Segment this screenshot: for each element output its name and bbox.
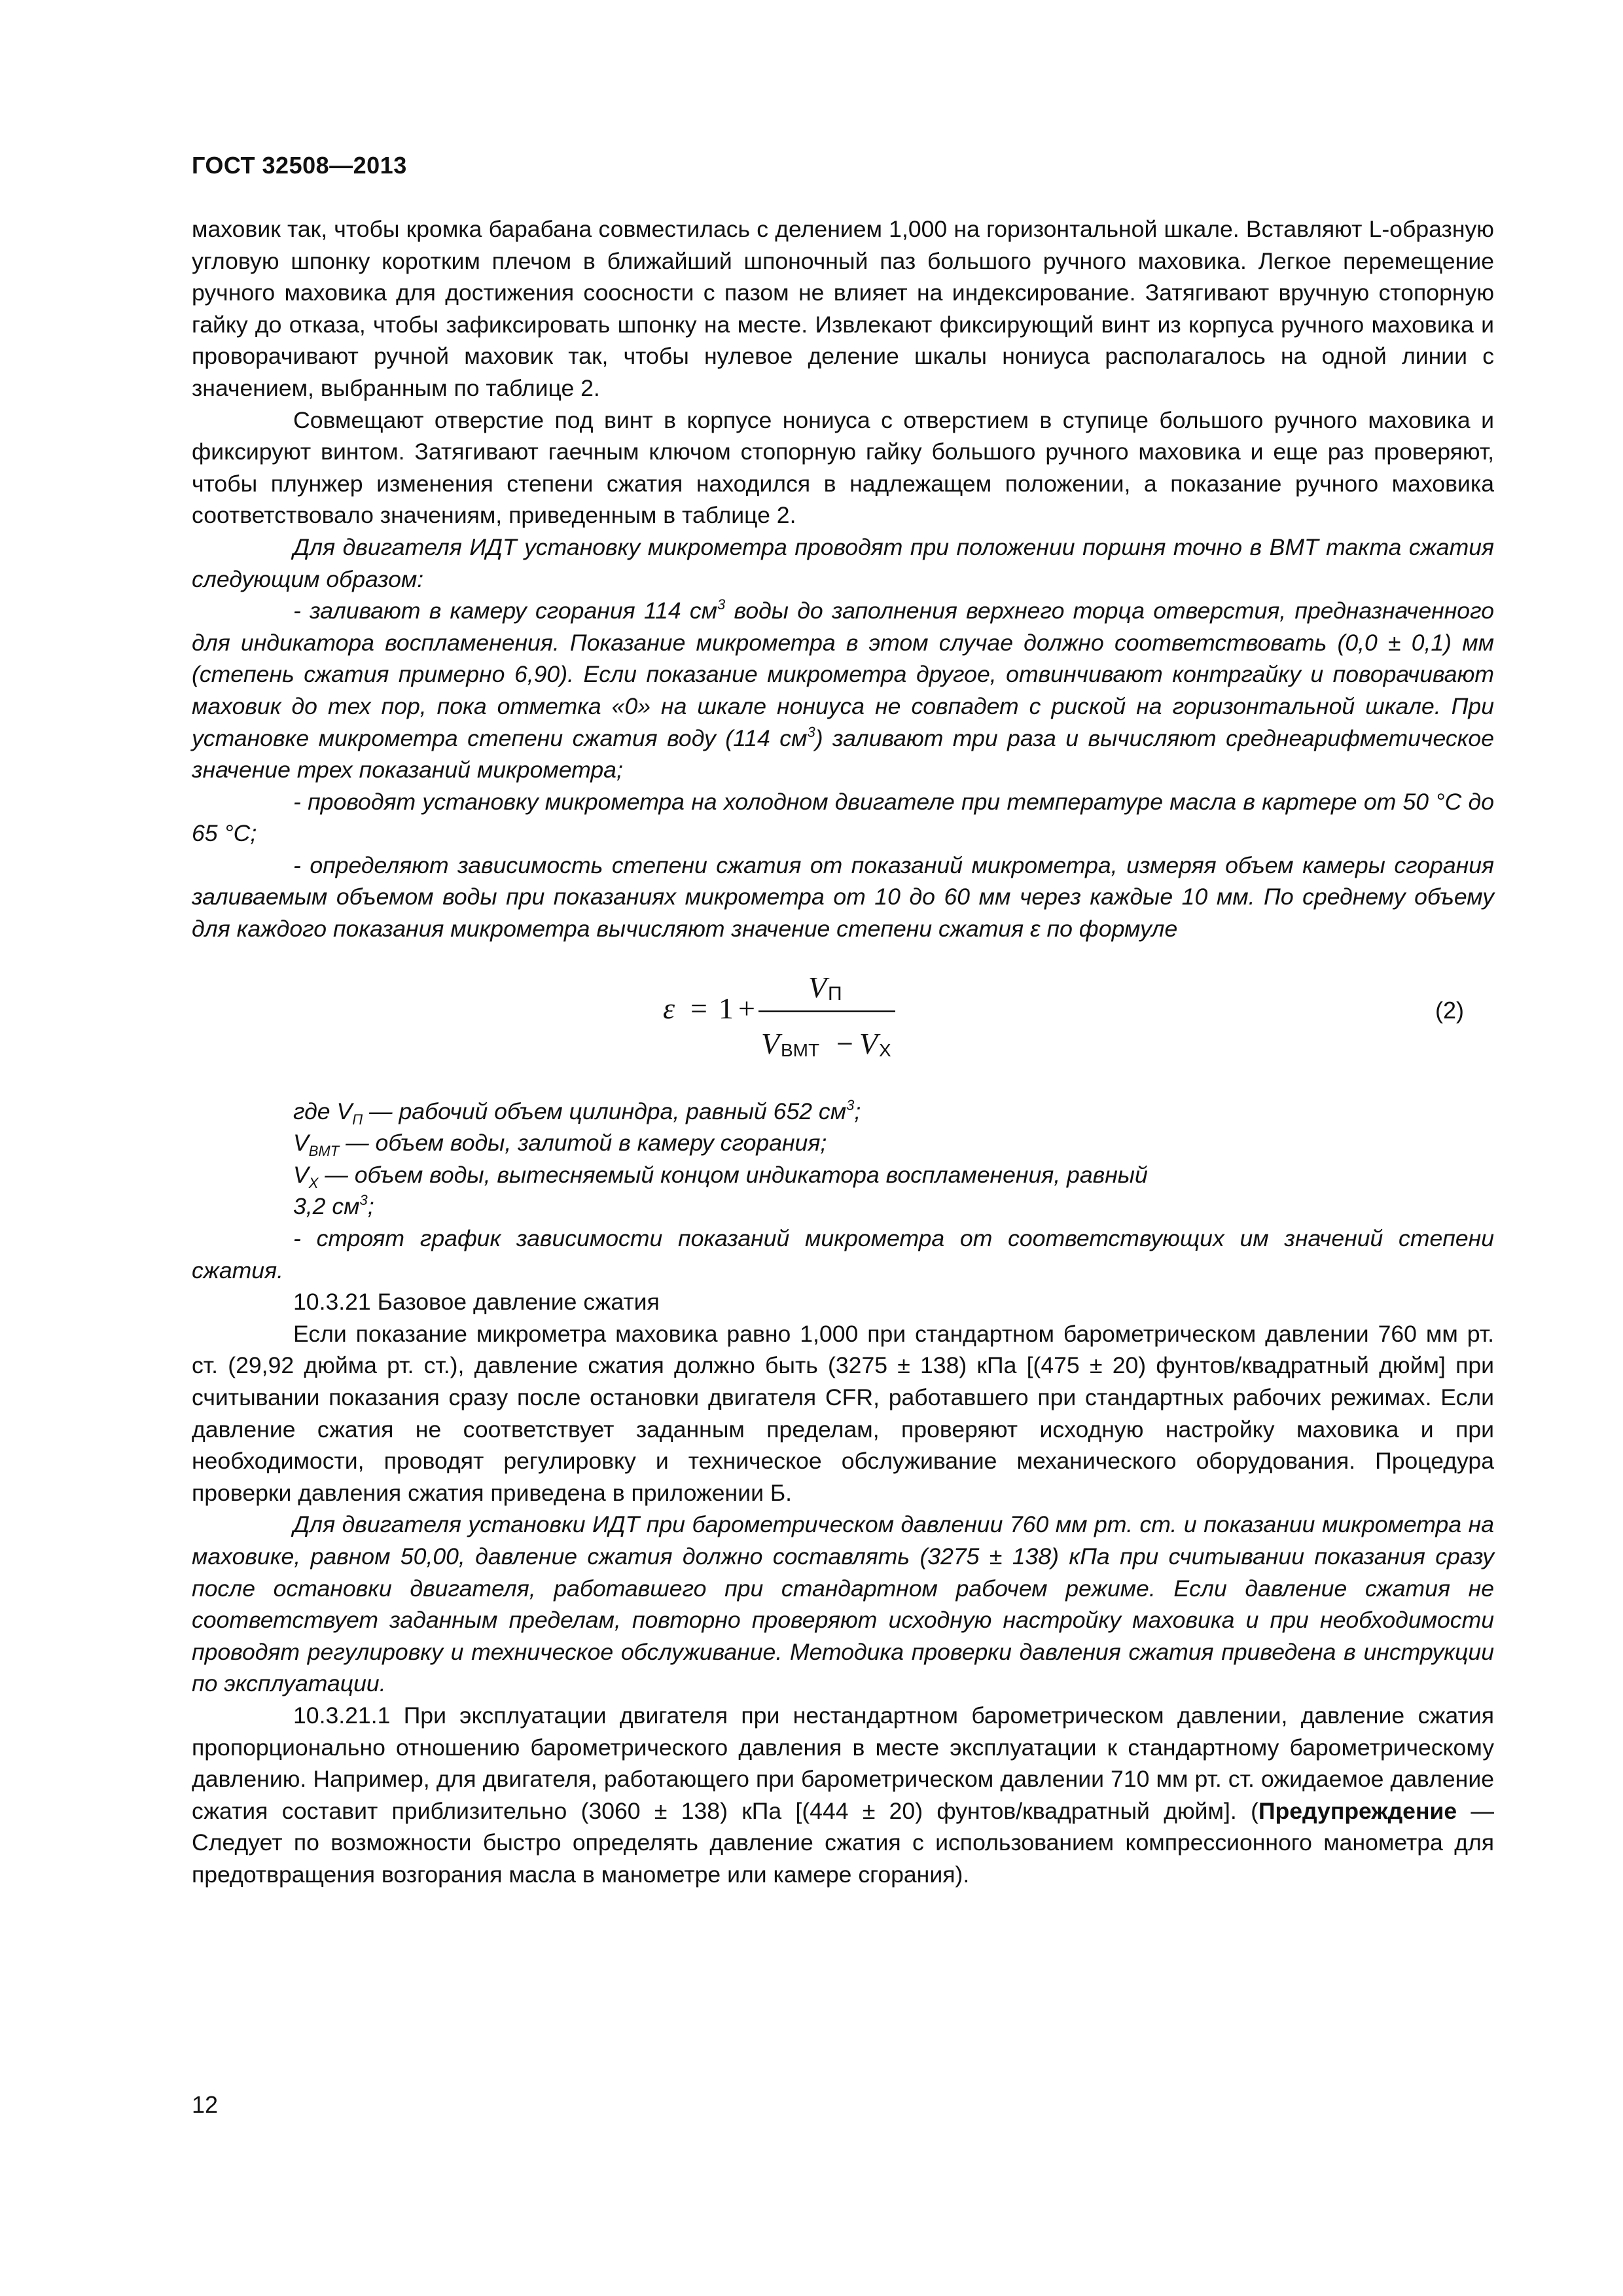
- subscript: X: [308, 1174, 319, 1191]
- formula-minus: −: [836, 1026, 853, 1060]
- subscript: ВМТ: [308, 1143, 340, 1160]
- text-run: - заливают в камеру сгорания 114 см: [293, 598, 718, 624]
- paragraph: Совмещают отверстие под винт в корпусе нониуса с отверстием в ступице большого ручного маховика и фиксируют винтом. Затягивают гаечным ключом стопорную гайку большого ручного маховика и еще раз проверяют, чтобы плунжер изменения степени сжатия находился в надлежащем положении, а показание ручного маховика соответствовало значениям, приведенным в таблице 2.: [192, 406, 1494, 529]
- text-run: V: [293, 1130, 309, 1157]
- paragraph: [192, 1700, 1494, 1891]
- text-run: 3,2 см: [293, 1193, 360, 1220]
- text-run: ;: [854, 1098, 861, 1124]
- text-run: — Следует по возможности быстро определять давление сжатия с использованием компрессионного манометра для предотвращения возгорания масла в манометре или камере сгорания).: [192, 1797, 1495, 1888]
- formula-one: 1: [719, 991, 734, 1025]
- text-run: воды до заполнения верхнего торца отверстия, предназначенного для индикатора воспламенения. Показание микрометра в этом случае должно соответствовать (0,0 ± 0,1) мм (степень сжатия примерно 6,90). Если показание микрометра другое, отвинчивают контргайку и поворачивают маховик до тех пор, пока отметка «0» на шкале нониуса не совпадет с риской на горизонтальной шкале. При установке микрометра степени сжатия воду (114 см: [192, 598, 1494, 751]
- text-run: ;: [367, 1193, 374, 1220]
- paragraph: - проводят установку микрометра на холодном двигателе при температуре масла в картере от 50 °С до 65 °С;: [192, 788, 1494, 847]
- formula-equals: =: [690, 991, 707, 1025]
- formula-legend: [192, 1096, 1494, 1223]
- text-run: — рабочий объем цилиндра, равный 652 см: [363, 1098, 847, 1124]
- legend-line: [293, 1127, 1494, 1159]
- subscript: П: [352, 1111, 363, 1128]
- text-run: где V: [293, 1098, 353, 1124]
- paragraph: Для двигателя установки ИДТ при барометрическом давлении 760 мм рт. ст. и показании микрометра на маховике, равном 50,00, давление сжатия должно составлять (3275 ± 138) кПа при считывании показания сразу после остановки двигателя, работавшего при стандартном рабочем режиме. Если давление сжатия не соответствует заданным пределам, повторно проверяют исходную настройку маховика и при необходимости проводят регулировку и техническое обслуживание. Методика проверки давления сжатия приведена в инструкции по эксплуатации.: [192, 1511, 1494, 1697]
- text-run: — объем воды, вытесняемый концом индикатора воспламенения, равный: [318, 1161, 1148, 1188]
- formula-denominator-v1: V: [761, 1026, 780, 1060]
- page-number: 12: [192, 2091, 219, 2118]
- paragraph: маховик так, чтобы кромка барабана совместилась с делением 1,000 на горизонтальной шкале. Вставляют L-образную угловую шпонку коротким плечом в ближайший шпоночный паз большого ручного маховика. Легкое перемещение ручного маховика для достижения соосности с пазом не влияет на индексирование. Затягивают вручную стопорную гайку до отказа, чтобы зафиксировать шпонку на месте. Извлекают фиксирующий винт из корпуса ручного маховика и проворачивают ручной маховик так, чтобы нулевое деление шкалы нониуса располагалось на одной линии с значением, выбранным по таблице 2.: [192, 216, 1494, 401]
- superscript: 3: [717, 596, 726, 613]
- text-run: ) заливают три раза и вычисляют среднеарифметическое значение трех показаний микрометра;: [192, 725, 1494, 783]
- formula-denominator-v2: V: [859, 1026, 878, 1060]
- paragraph: Для двигателя ИДТ установку микрометра проводят при положении поршня точно в ВМТ такта сжатия следующим образом:: [192, 533, 1494, 592]
- legend-line: [293, 1191, 1494, 1223]
- formula-numerator-v: V: [808, 970, 827, 1004]
- paragraph: Если показание микрометра маховика равно 1,000 при стандартном барометрическом давлении 760 мм рт. ст. (29,92 дюйма рт. ст.), давление сжатия должно быть (3275 ± 138) кПа [(475 ± 20) фунтов/квадратный дюйм] при считывании показания сразу после остановки двигателя CFR, работавшего при стандартных рабочих режимах. Если давление сжатия не соответствует заданным пределам, проверяют исходную настройку маховика и при необходимости, проводят регулировку и техническое обслуживание механического оборудования. Процедура проверки давления сжатия приведена в приложении Б.: [192, 1320, 1494, 1506]
- document-header: ГОСТ 32508—2013: [192, 152, 407, 179]
- formula-denominator-sub2: X: [879, 1039, 891, 1060]
- text-run: — объем воды, залитой в камеру сгорания;: [339, 1130, 827, 1157]
- superscript: 3: [359, 1192, 368, 1209]
- text-run: 10.3.21.1 При эксплуатации двигателя при нестандартном барометрическом давлении, давление сжатия пропорционально отношению барометрического давления в месте эксплуатации к стандартному барометрическому давлению. Например, для двигателя, работающего при барометрическом давлении 710 мм рт. ст. ожидаемое давление сжатия составит приблизительно (3060 ± 138) кПа [(444 ± 20) фунтов/квадратный дюйм]. (: [192, 1702, 1494, 1824]
- formula-numerator-sub: П: [828, 982, 842, 1005]
- legend-line: [293, 1096, 1494, 1128]
- formula-block: [192, 945, 1494, 1096]
- document-body: [192, 213, 1494, 1891]
- paragraph: - строят график зависимости показаний микрометра от соответствующих им значений степени сжатия.: [192, 1225, 1494, 1283]
- text-run: V: [293, 1161, 309, 1188]
- superscript: 3: [807, 723, 815, 740]
- paragraph: - определяют зависимость степени сжатия от показаний микрометра, измеряя объем камеры сгорания заливаемым объемом воды при показаниях микрометра от 10 до 60 мм через каждые 10 мм. По среднему объему для каждого показания микрометра вычисляют значение степени сжатия ε по формуле: [192, 852, 1494, 942]
- formula-epsilon: ε: [663, 991, 675, 1025]
- formula-denominator-sub1: ВМТ: [781, 1039, 820, 1060]
- formula-number: (2): [1435, 996, 1464, 1024]
- formula-svg: [192, 945, 1494, 1096]
- section-heading: 10.3.21 Базовое давление сжатия: [293, 1289, 660, 1316]
- warning-label: Предупреждение: [1258, 1797, 1457, 1824]
- formula-plus: +: [738, 991, 755, 1025]
- legend-line: [293, 1159, 1494, 1191]
- superscript: 3: [846, 1096, 855, 1113]
- paragraph: [192, 595, 1494, 786]
